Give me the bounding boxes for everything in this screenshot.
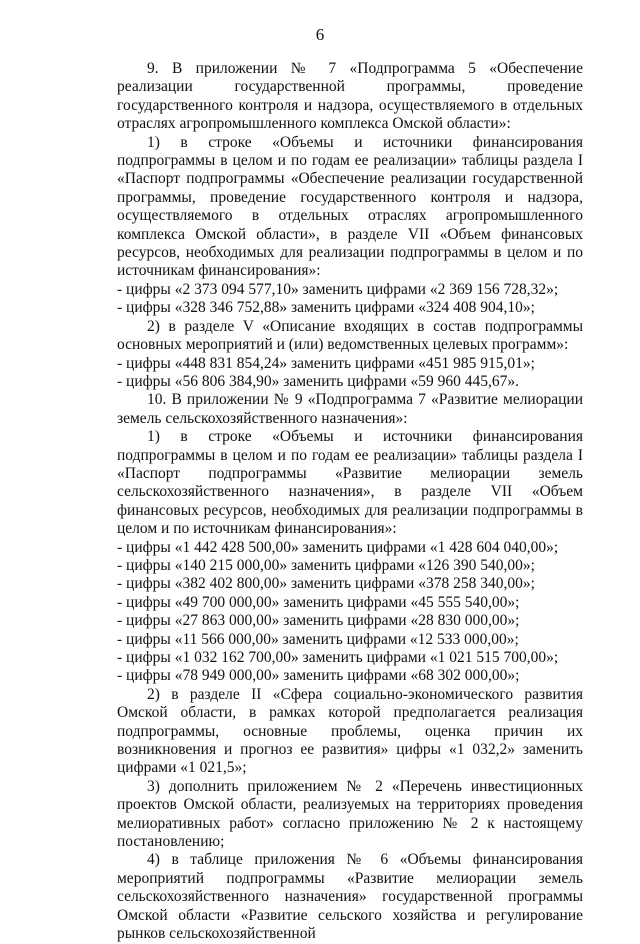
replacement-item: - цифры «27 863 000,00» заменить цифрами «28 830 000,00»;	[117, 612, 520, 630]
paragraph: 1) в строке «Объемы и источники финансирования подпрограммы в целом и по годам ее реализации» таблицы раздела I «Паспорт подпрограммы «Развитие мелиорации земель сельскохозяйственного назначения», в разделе VII «Объем финансовых ресурсов, необходимых для реализации подпрограммы в целом и по источникам финансирования»:	[117, 428, 583, 538]
replacement-item: - цифры «382 402 800,00» заменить цифрами «378 258 340,00»;	[117, 575, 535, 593]
paragraph: 2) в разделе II «Сфера социально-экономического развития Омской области, в рамках которой предполагается реализация подпрограммы, основные проблемы, оценка причин их возникновения и прогноз ее развития» цифры «1 032,2» заменить цифрами «1 021,5»;	[117, 685, 583, 777]
paragraph: 10. В приложении № 9 «Подпрограмма 7 «Развитие мелиорации земель сельскохозяйственного назначения»:	[117, 391, 583, 427]
page-number: 6	[315, 25, 325, 44]
replacement-item: - цифры «140 215 000,00» заменить цифрами «126 390 540,00»;	[117, 556, 535, 574]
paragraph: 9. В приложении № 7 «Подпрограмма 5 «Обеспечение реализации государственной программы, проведение государственного контроля и надзора, осуществляемого в отдельных отраслях агропромышленного комплекса Омской области»:	[117, 60, 583, 133]
replacement-item: - цифры «49 700 000,00» заменить цифрами «45 555 540,00»;	[117, 593, 520, 611]
document-body	[117, 60, 583, 944]
paragraph: 2) в разделе V «Описание входящих в состав подпрограммы основных мероприятий и (или) ведомственных целевых программ»:	[117, 317, 583, 354]
replacement-item: - цифры «328 346 752,88» заменить цифрами «324 408 904,10»;	[117, 299, 535, 317]
paragraph: 4) в таблице приложения № 6 «Объемы финансирования мероприятий подпрограммы «Развитие мелиорации земель сельскохозяйственного назначения» государственной программы Омской области «Развитие сельского хозяйства и регулирование рынков сельскохозяйственной	[117, 851, 583, 943]
replacement-item: - цифры «448 831 854,24» заменить цифрами «451 985 915,01»;	[117, 354, 535, 372]
replacement-item: - цифры «1 032 162 700,00» заменить цифрами «1 021 515 700,00»;	[117, 649, 559, 666]
paragraph: 1) в строке «Объемы и источники финансирования подпрограммы в целом и по годам ее реализации» таблицы раздела I «Паспорт подпрограммы «Обеспечение реализации государственной программы, проведение государственного контроля и надзора, осуществляемого в отдельных отраслях агропромышленного комплекса Омской области», в разделе VII «Объем финансовых ресурсов, необходимых для реализации подпрограммы в целом и по источникам финансирования»:	[117, 133, 583, 280]
replacement-item: - цифры «56 806 384,90» заменить цифрами «59 960 445,67».	[117, 372, 519, 390]
replacement-item: - цифры «1 442 428 500,00» заменить цифрами «1 428 604 040,00»;	[117, 538, 559, 556]
replacement-item: - цифры «78 949 000,00» заменить цифрами «68 302 000,00»;	[117, 667, 520, 685]
replacement-item: - цифры «11 566 000,00» заменить цифрами «12 533 000,00»;	[117, 630, 519, 648]
replacement-item: - цифры «2 373 094 577,10» заменить цифрами «2 369 156 728,32»;	[117, 280, 559, 298]
paragraph: 3) дополнить приложением № 2 «Перечень инвестиционных проектов Омской области, реализуемых на территориях проведения мелиоративных работ» согласно приложению № 2 к настоящему постановлению;	[117, 777, 583, 851]
